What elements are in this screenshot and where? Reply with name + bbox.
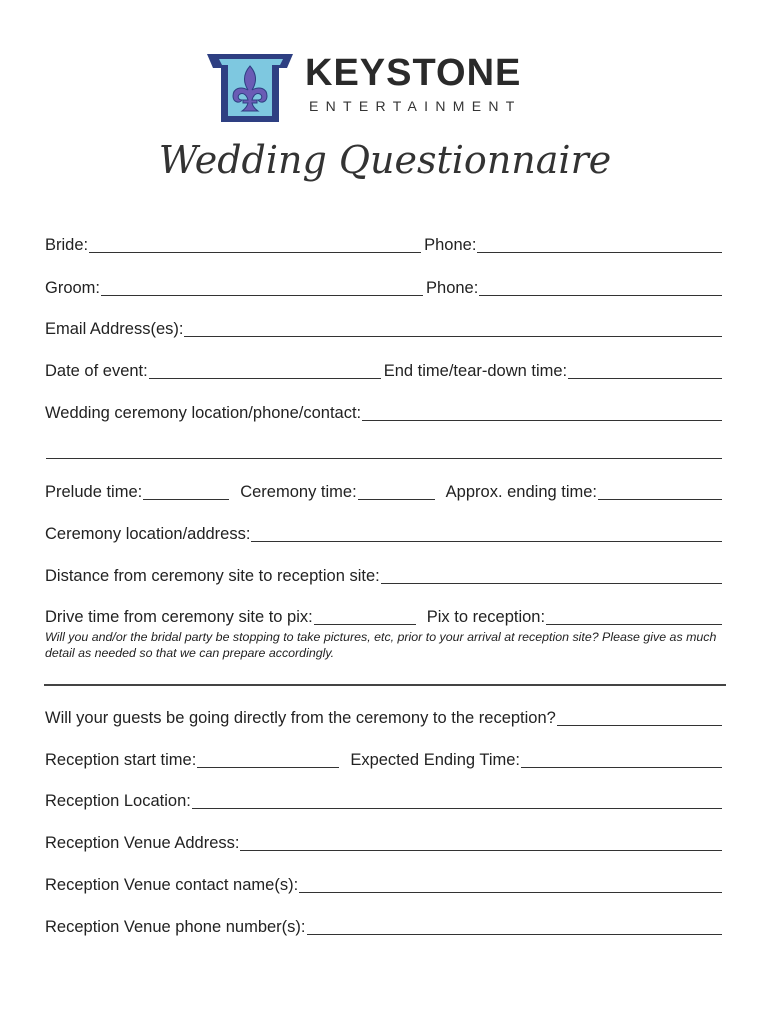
bride-label: Bride: <box>45 236 89 254</box>
email-row <box>45 320 725 339</box>
venue-phone-field[interactable] <box>307 920 722 935</box>
section-divider <box>44 684 726 686</box>
bride-phone-field[interactable] <box>477 238 722 253</box>
ceremony-location-field-2[interactable] <box>46 444 722 459</box>
bride-phone-label: Phone: <box>424 236 477 254</box>
expected-end-field[interactable] <box>521 753 722 768</box>
reception-start-field[interactable] <box>197 753 339 768</box>
groom-field[interactable] <box>101 281 423 296</box>
brand-name: KEYSTONE <box>305 52 522 94</box>
groom-phone-field[interactable] <box>479 281 722 296</box>
reception-location-field[interactable] <box>192 794 722 809</box>
reception-times-row <box>45 751 725 770</box>
keystone-logo <box>205 46 565 126</box>
guests-direct-label: Will your guests be going directly from the ceremony to the reception? <box>45 709 556 727</box>
venue-contact-label: Reception Venue contact name(s): <box>45 876 299 894</box>
date-field[interactable] <box>149 364 381 379</box>
ceremony-address-row <box>45 525 725 544</box>
email-label: Email Address(es): <box>45 320 184 338</box>
groom-phone-label: Phone: <box>426 279 479 297</box>
venue-phone-row <box>45 918 725 937</box>
reception-start-label: Reception start time: <box>45 751 197 769</box>
prelude-field[interactable] <box>143 485 229 500</box>
guests-direct-row <box>45 709 725 728</box>
pictures-note: Will you and/or the bridal party be stopping to take pictures, etc, prior to your arrival at reception site? Please give as much detail as needed so that we can prepare accordingly. <box>45 630 717 660</box>
prelude-label: Prelude time: <box>45 483 143 501</box>
keystone-fleur-de-lis-icon <box>205 46 301 126</box>
bride-row <box>45 236 725 255</box>
end-time-label: End time/tear-down time: <box>383 362 568 380</box>
ceremony-location-field[interactable] <box>362 406 722 421</box>
date-label: Date of event: <box>45 362 148 380</box>
ceremony-time-label: Ceremony time: <box>240 483 357 501</box>
venue-address-row <box>45 834 725 853</box>
ending-time-field[interactable] <box>598 485 722 500</box>
ceremony-time-field[interactable] <box>358 485 435 500</box>
ceremony-address-label: Ceremony location/address: <box>45 525 251 543</box>
distance-field[interactable] <box>381 569 722 584</box>
brand-subtitle: ENTERTAINMENT <box>309 98 522 114</box>
drive-time-row <box>45 608 725 627</box>
venue-address-label: Reception Venue Address: <box>45 834 240 852</box>
page-title: Wedding Questionnaire <box>158 138 612 182</box>
ceremony-location-label: Wedding ceremony location/phone/contact: <box>45 404 362 422</box>
reception-location-label: Reception Location: <box>45 792 191 810</box>
pix-reception-label: Pix to reception: <box>426 608 546 626</box>
venue-contact-row <box>45 876 725 895</box>
drive-time-label: Drive time from ceremony site to pix: <box>45 608 313 626</box>
groom-label: Groom: <box>45 279 101 297</box>
distance-label: Distance from ceremony site to reception site: <box>45 567 380 585</box>
email-field[interactable] <box>184 322 722 337</box>
venue-phone-label: Reception Venue phone number(s): <box>45 918 306 936</box>
groom-row <box>45 279 725 298</box>
pix-reception-field[interactable] <box>546 610 722 625</box>
guests-direct-field[interactable] <box>557 711 722 726</box>
distance-row <box>45 567 725 586</box>
venue-address-field[interactable] <box>240 836 722 851</box>
expected-end-label: Expected Ending Time: <box>350 751 520 769</box>
ceremony-location-row <box>45 404 725 423</box>
venue-contact-field[interactable] <box>299 878 722 893</box>
drive-time-field[interactable] <box>314 610 416 625</box>
end-time-field[interactable] <box>568 364 722 379</box>
bride-field[interactable] <box>89 238 421 253</box>
reception-location-row <box>45 792 725 811</box>
ending-time-label: Approx. ending time: <box>445 483 598 501</box>
ceremony-location-row-2 <box>45 444 725 461</box>
ceremony-address-field[interactable] <box>251 527 722 542</box>
date-row <box>45 362 725 381</box>
times-row <box>45 483 725 502</box>
